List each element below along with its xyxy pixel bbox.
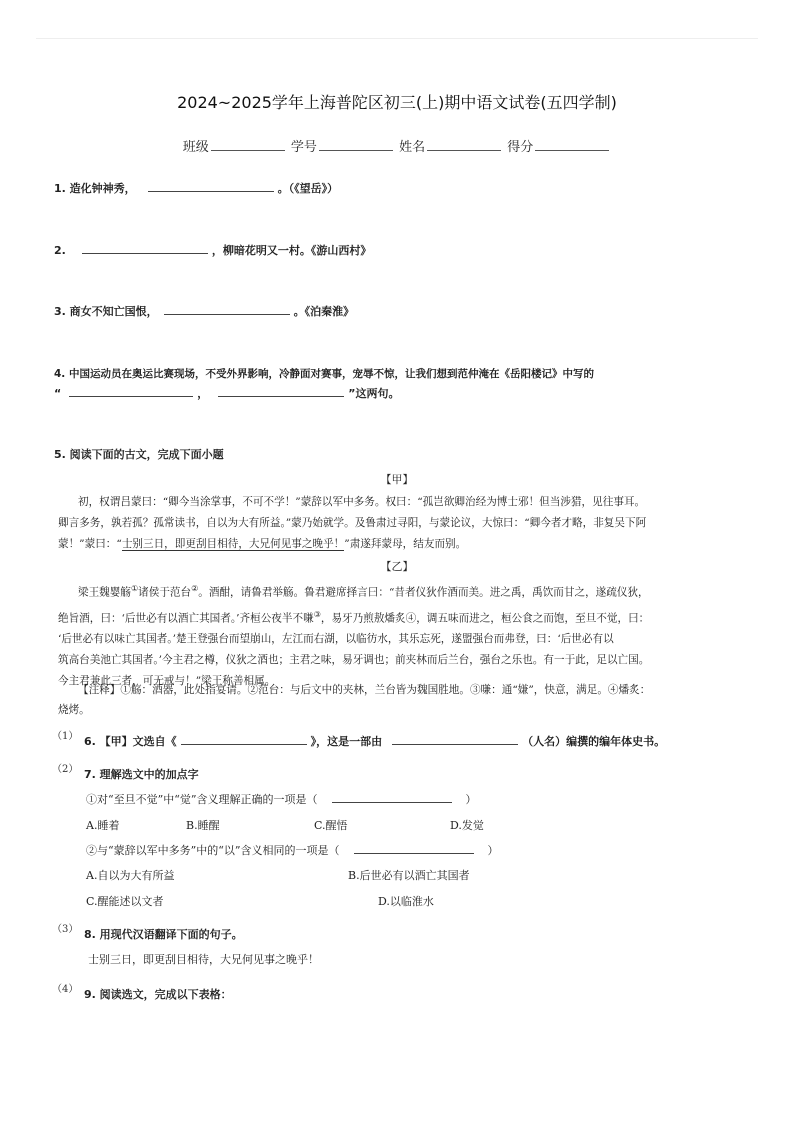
question-4-line1: 4. 中国运动员在奥运比赛现场，不受外界影响，冷静面对赛事，宠辱不惊，让我们想到范仲淹在《岳阳楼记》中写的 <box>54 368 594 380</box>
q6-book-blank[interactable] <box>181 733 307 745</box>
q4-comma: ， <box>197 387 209 400</box>
question-1 <box>54 180 338 196</box>
number-label: 学号 <box>290 140 317 155</box>
q7-sub1-option-b[interactable]: B.睡醒 <box>186 819 220 832</box>
jia-underlined-sentence: 士别三日，即更刮目相待，大兄何见事之晚乎！ <box>121 538 345 550</box>
q6-author-blank[interactable] <box>392 733 518 745</box>
q1-answer-blank[interactable] <box>148 180 274 192</box>
jia-line3-end: ”肃遂拜蒙母，结友而别。 <box>344 538 467 550</box>
q6-text-after: （人名）编撰的编年体史书。 <box>522 735 666 748</box>
passage-yi-line-1 <box>78 578 742 604</box>
yi-line1-a: 梁王魏婴觞 <box>78 586 131 599</box>
question-8-stem: 8. 用现代汉语翻译下面的句子。 <box>84 928 243 941</box>
class-label: 班级 <box>182 140 209 155</box>
question-5-heading: 5. 阅读下面的古文，完成下面小题 <box>54 448 224 461</box>
q7-sub2-option-c[interactable]: C.醒能述以文者 <box>86 895 164 908</box>
q4-open-quote: “ <box>54 387 62 400</box>
question-3 <box>54 303 354 319</box>
question-7-stem: 7. 理解选文中的加点字 <box>84 768 199 781</box>
yi-footnote-2: ② <box>191 584 199 593</box>
passage-yi-label: 【乙】 <box>380 560 414 573</box>
q7-sub1-option-c[interactable]: C.醒悟 <box>314 819 348 832</box>
subquestion-3-number: （3） <box>52 924 79 935</box>
q3-text-before: 3. 商女不知亡国恨， <box>54 305 158 318</box>
q7-sub2 <box>86 842 499 858</box>
q7-sub1-option-d[interactable]: D.发觉 <box>450 819 484 832</box>
yi-line2-b: ，易牙乃煎敖燔炙④，调五味而进之，桓公食之而饱，至旦不觉，曰： <box>320 612 650 625</box>
q7-sub2-option-b[interactable]: B.后世必有以酒亡其国者 <box>348 869 470 882</box>
exam-title: 2024~2025学年上海普陀区初三(上)期中语文试卷(五四学制) <box>177 93 617 112</box>
subquestion-1-number: （1） <box>52 731 79 742</box>
subquestion-4-number: （4） <box>52 984 79 995</box>
name-blank[interactable] <box>427 138 501 151</box>
question-6 <box>84 733 665 749</box>
annotation-line-2: 烧烤。 <box>58 704 90 716</box>
passage-yi-line-3: ‘后世必有以味亡其国者。’楚王登强台而望崩山，左江而右湖，以临彷水，其乐忘死，遂盟强台而弗登，曰：‘后世必有以 <box>58 633 614 646</box>
q4-answer-blank-2[interactable] <box>218 385 344 397</box>
passage-jia-line-3 <box>58 534 742 555</box>
annotation <box>58 680 744 720</box>
q7-sub2-answer-blank[interactable] <box>354 842 474 854</box>
passage-yi-line-4: 筑高台美池亡其国者。’今主君之樽，仪狄之酒也；主君之味，易牙调也；前夹林而后兰台，强台之乐也。有一于此，足以亡国。 <box>58 654 650 667</box>
subquestion-2-number: （2） <box>52 764 79 775</box>
yi-line2-a: 绝旨酒，曰：‘后世必有以酒亡其国者。’齐桓公夜半不嗛 <box>58 612 314 625</box>
question-2 <box>54 242 371 258</box>
page-top-border <box>36 38 758 39</box>
q7-sub2-stem: ②与“蒙辞以军中多务”中的“以”含义相同的一项是（ <box>86 844 340 857</box>
score-label: 得分 <box>507 140 534 155</box>
q2-answer-blank[interactable] <box>82 242 208 254</box>
q7-sub1 <box>86 791 477 807</box>
question-4-line2 <box>54 385 399 401</box>
q1-text-after: 。（《望岳》） <box>277 182 339 195</box>
q7-sub1-close: ） <box>465 793 477 806</box>
q4-close-text: ”这两句。 <box>348 387 400 400</box>
score-blank[interactable] <box>535 138 609 151</box>
q7-sub2-close: ） <box>487 844 499 857</box>
passage-jia <box>58 492 742 555</box>
number-blank[interactable] <box>319 138 393 151</box>
yi-line1-b: 诸侯于范台 <box>138 586 192 599</box>
yi-footnote-3: ③ <box>313 609 321 619</box>
passage-jia-line-2: 卿言多务，孰若孤？孤常读书，自以为大有所益。”蒙乃始就学。及鲁肃过寻阳，与蒙论议，大惊曰：“卿今者才略，非复吴下阿 <box>58 517 647 529</box>
q7-sub2-option-a[interactable]: A.自以为大有所益 <box>86 869 175 882</box>
q2-text-after: ，柳暗花明又一村。《游山西村》 <box>211 244 372 257</box>
q4-answer-blank-1[interactable] <box>69 385 193 397</box>
student-info-line <box>0 136 794 155</box>
passage-yi-line-2 <box>58 604 742 630</box>
question-9-stem: 9. 阅读选文，完成以下表格： <box>84 988 232 1001</box>
yi-line1-c: 。酒酣，请鲁君举觞。鲁君避席择言曰：“昔者仪狄作酒而美。进之禹，禹饮而甘之，遂疏仪狄， <box>198 586 649 599</box>
q7-sub1-stem: ①对“至旦不觉”中“觉”含义理解正确的一项是（ <box>86 793 318 806</box>
yi-footnote-1: ① <box>130 584 139 593</box>
class-blank[interactable] <box>211 138 285 151</box>
passage-jia-line-1: 初，权谓吕蒙曰：“卿今当涂掌事，不可不学！”蒙辞以军中多务。权曰：“孤岂欲卿治经为博士邪！但当涉猎，见往事耳。 <box>78 496 646 508</box>
q1-text-before: 1. 造化钟神秀， <box>54 182 136 195</box>
q3-answer-blank[interactable] <box>164 303 290 315</box>
q7-sub2-option-d[interactable]: D.以临淮水 <box>378 895 434 908</box>
q6-text-before: 6. 【甲】文选自《 <box>84 735 177 748</box>
passage-jia-label: 【甲】 <box>380 473 414 486</box>
passage-yi <box>58 578 742 692</box>
q7-sub1-answer-blank[interactable] <box>332 791 452 803</box>
q6-text-middle: 》，这是一部由 <box>310 735 383 748</box>
q3-text-after: 。《泊秦淮》 <box>293 305 355 318</box>
q7-sub1-option-a[interactable]: A.睡着 <box>86 819 120 832</box>
q2-number: 2. <box>54 244 66 257</box>
name-label: 姓名 <box>399 140 426 155</box>
annotation-line-1: 【注释】①觞：酒器，此处指宴请。②范台：与后文中的夹林，兰台皆为魏国胜地。③嗛：通“嫌”，快意，满足。④燔炙： <box>78 684 651 696</box>
passage-yi-line-5: 今主君兼此三者，可无戒与！”梁王称善相属。 <box>58 675 276 688</box>
q8-sentence: 士别三日，即更刮目相待，大兄何见事之晚乎！ <box>88 953 319 966</box>
jia-line3-start: 蒙！”蒙曰：“ <box>58 538 122 550</box>
